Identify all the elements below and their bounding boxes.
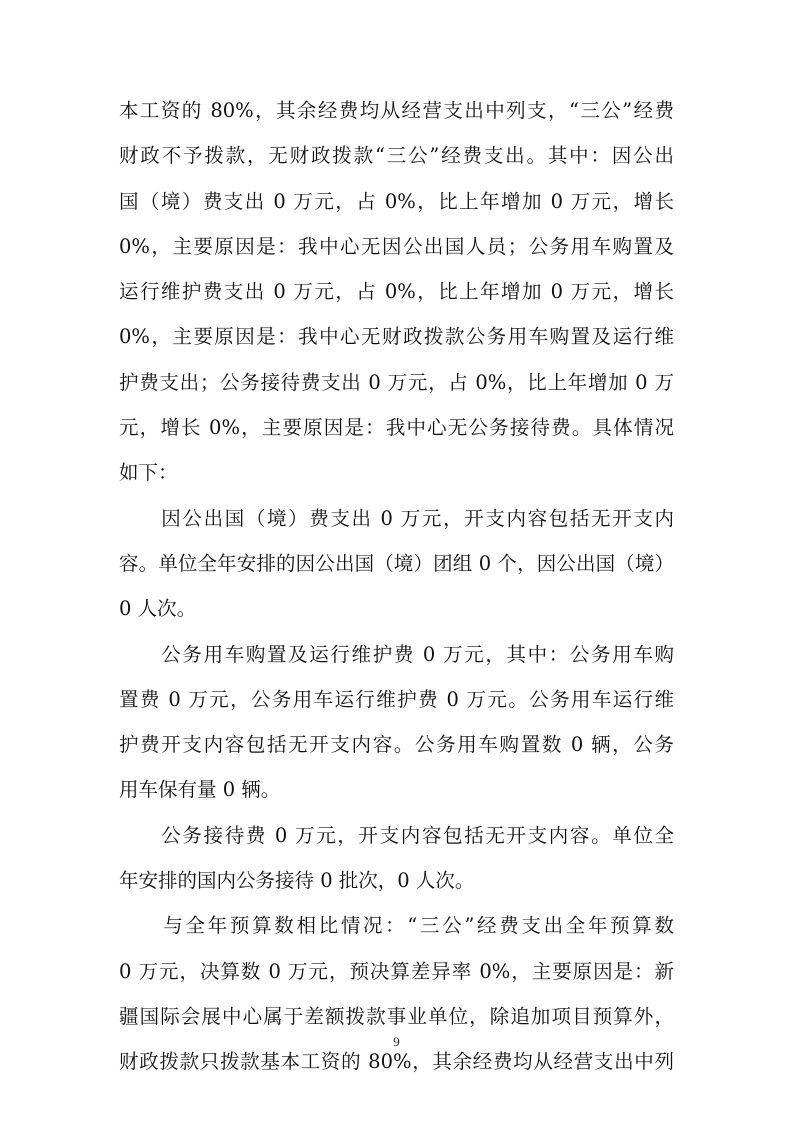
text-line: 元，增长 0%，主要原因是：我中心无公务接待费。具体情况 (119, 416, 674, 440)
text-line: 公务用车购置及运行维护费 0 万元，其中：公务用车购 (119, 642, 674, 666)
text-line: 护费支出；公务接待费支出 0 万元，占 0%，比上年增加 0 万 (119, 370, 674, 394)
text-line: 国（境）费支出 0 万元，占 0%，比上年增加 0 万元，增长 (119, 189, 674, 213)
text-line: 财政不予拨款，无财政拨款“三公”经费支出。其中：因公出 (119, 144, 674, 168)
text-line: 如下： (119, 461, 178, 485)
text-line: 与全年预算数相比情况：“三公”经费支出全年预算数 (119, 914, 674, 938)
text-line: 因公出国（境）费支出 0 万元，开支内容包括无开支内 (119, 506, 674, 530)
text-line: 0%，主要原因是：我中心无因公出国人员；公务用车购置及 (119, 234, 674, 258)
text-line: 用车保有量 0 辆。 (119, 778, 281, 802)
text-line: 0 万元，决算数 0 万元，预决算差异率 0%，主要原因是：新 (119, 959, 674, 983)
text-line: 年安排的国内公务接待 0 批次，0 人次。 (119, 869, 475, 893)
text-line: 本工资的 80%，其余经费均从经营支出中列支，“三公”经费 (119, 99, 674, 122)
page-number: 9 (393, 1034, 400, 1049)
text-line: 财政拨款只拨款基本工资的 80%，其余经费均从经营支出中列 (119, 1050, 674, 1074)
text-line: 护费开支内容包括无开支内容。公务用车购置数 0 辆，公务 (119, 733, 674, 757)
text-line: 公务接待费 0 万元，开支内容包括无开支内容。单位全 (119, 823, 674, 847)
text-line: 0%，主要原因是：我中心无财政拨款公务用车购置及运行维 (119, 325, 674, 349)
text-line: 0 人次。 (119, 597, 197, 621)
body-text (119, 88, 674, 1085)
text-line: 置费 0 万元，公务用车运行维护费 0 万元。公务用车运行维 (119, 687, 674, 711)
text-line: 疆国际会展中心属于差额拨款事业单位，除追加项目预算外， (119, 1004, 674, 1028)
text-line: 容。单位全年安排的因公出国（境）团组 0 个，因公出国（境） (119, 551, 674, 575)
text-line: 运行维护费支出 0 万元，占 0%，比上年增加 0 万元，增长 (119, 280, 674, 304)
